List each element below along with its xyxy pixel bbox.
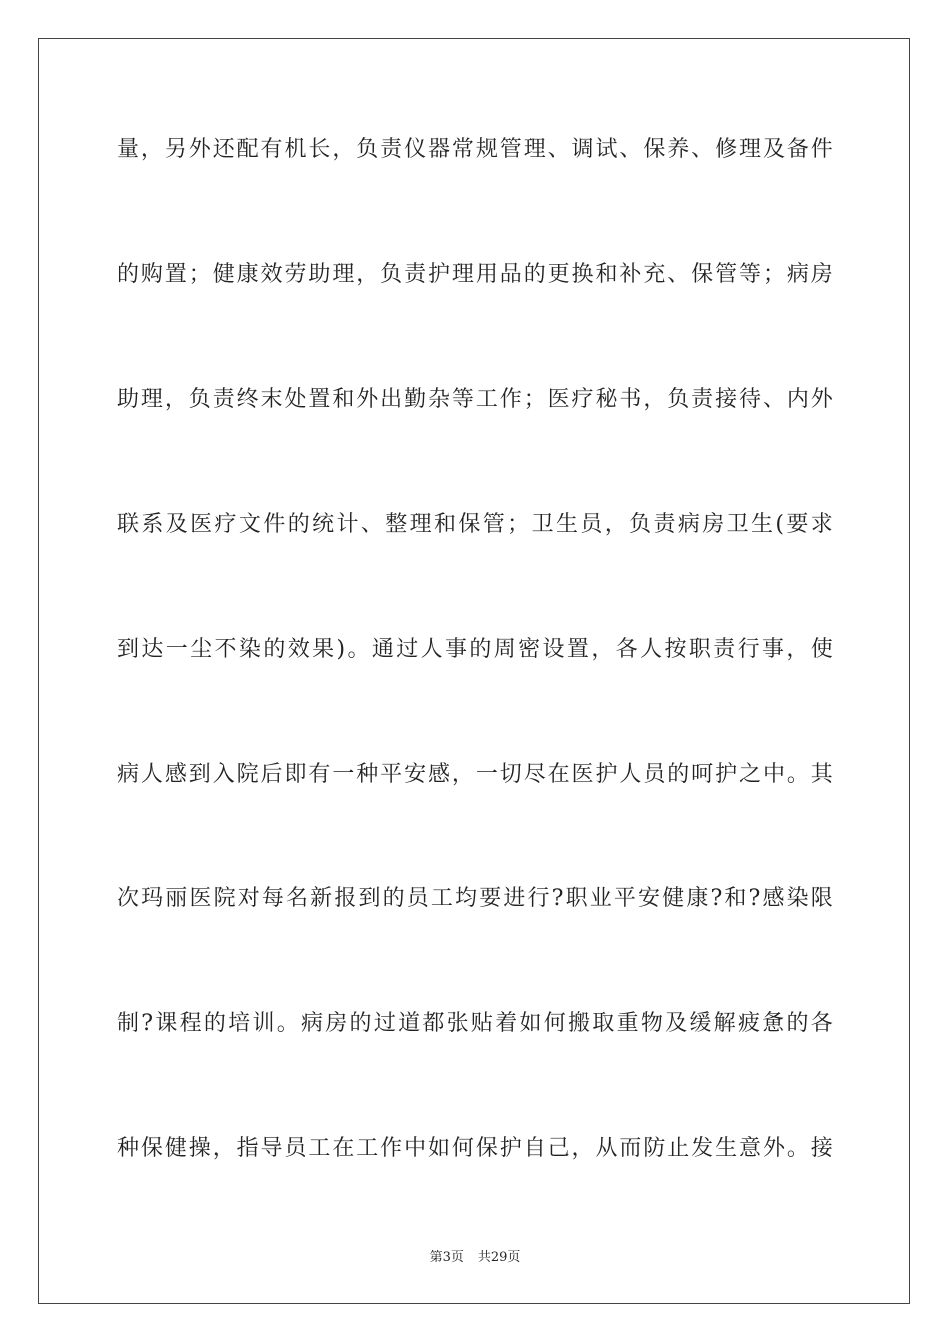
page-footer bbox=[0, 1246, 950, 1265]
text-line: 的购置；健康效劳助理，负责护理用品的更换和补充、保管等；病房 bbox=[117, 262, 833, 287]
text-line: 到达一尘不染的效果)。通过人事的周密设置，各人按职责行事，使 bbox=[117, 637, 833, 662]
text-line: 次玛丽医院对每名新报到的员工均要进行?职业平安健康?和?感染限 bbox=[117, 886, 833, 911]
text-line: 制?课程的培训。病房的过道都张贴着如何搬取重物及缓解疲惫的各 bbox=[117, 1011, 833, 1036]
text-line: 病人感到入院后即有一种平安感，一切尽在医护人员的呵护之中。其 bbox=[117, 762, 833, 787]
text-line: 量，另外还配有机长，负责仪器常规管理、调试、保养、修理及备件 bbox=[117, 137, 833, 162]
text-line: 联系及医疗文件的统计、整理和保管；卫生员，负责病房卫生(要求 bbox=[117, 512, 833, 537]
page-frame bbox=[38, 38, 910, 1304]
page-number: 第3页 bbox=[429, 1250, 464, 1265]
total-pages: 共29页 bbox=[477, 1250, 521, 1265]
text-line: 种保健操，指导员工在工作中如何保护自己，从而防止发生意外。接 bbox=[117, 1136, 833, 1161]
text-line: 助理，负责终末处置和外出勤杂等工作；医疗秘书，负责接待、内外 bbox=[117, 387, 833, 412]
